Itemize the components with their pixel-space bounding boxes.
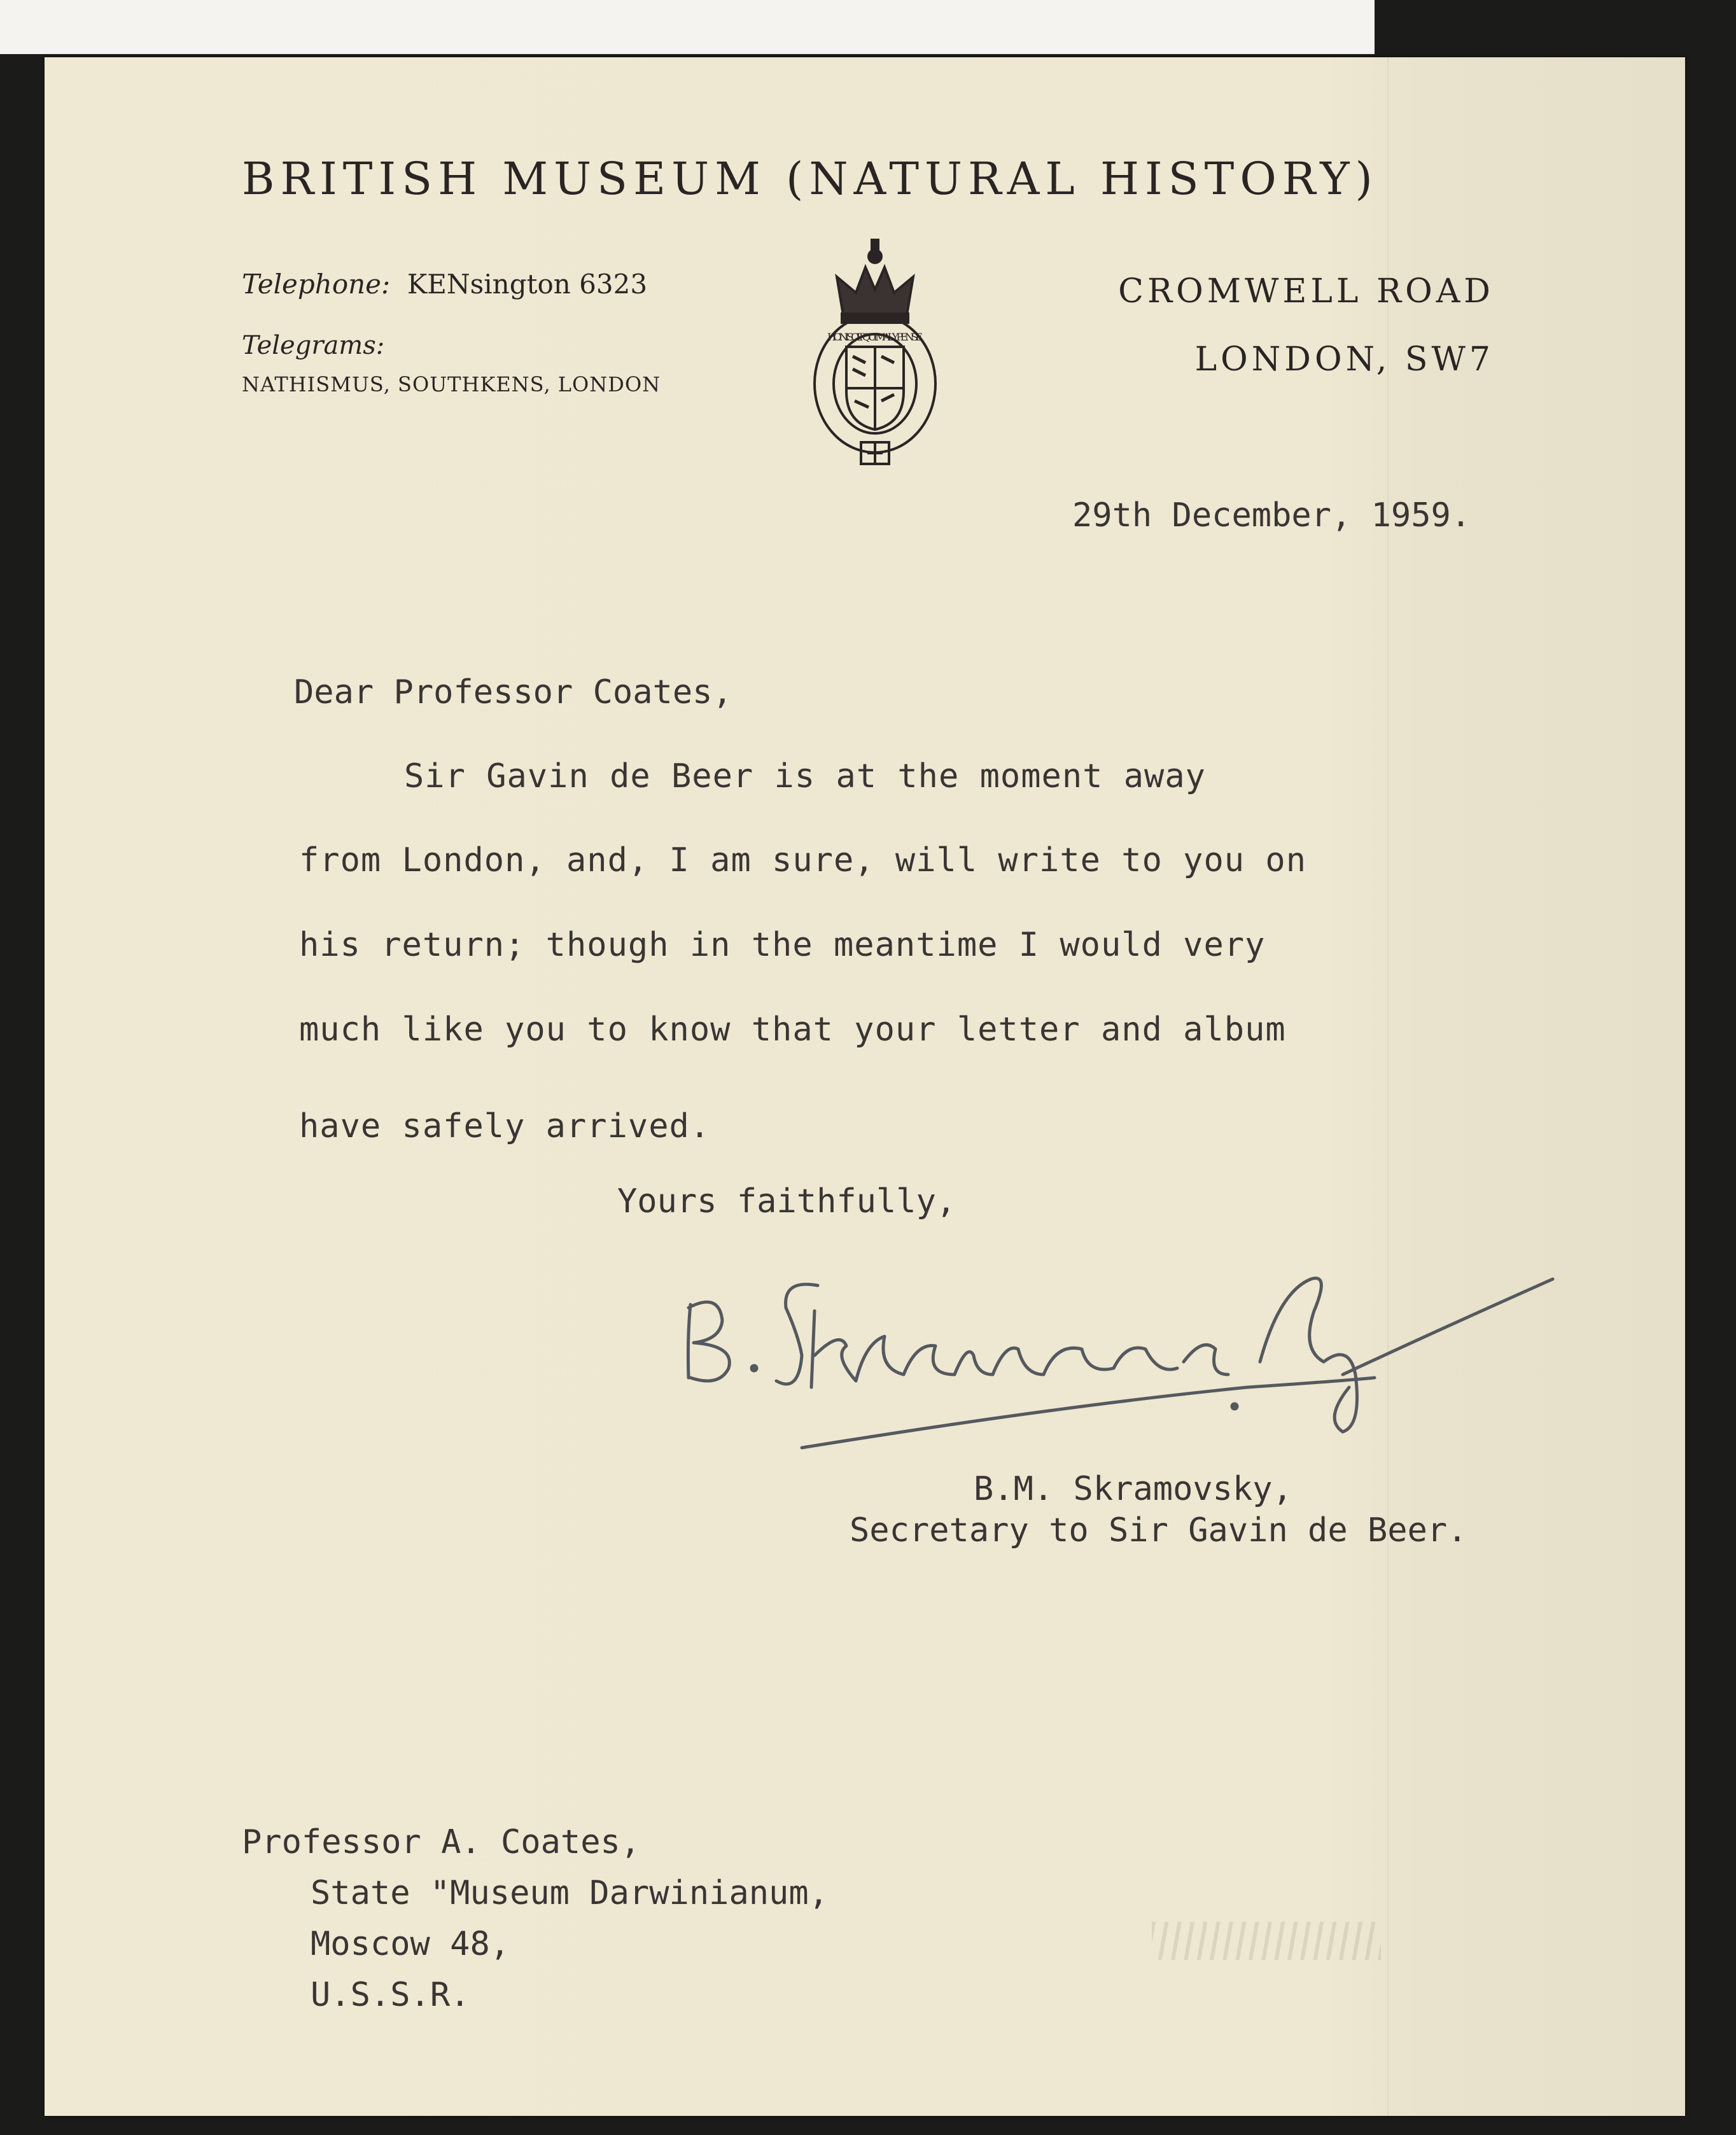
signer-title: Secretary to Sir Gavin de Beer.: [850, 1511, 1467, 1550]
backing-sheet: [0, 0, 1375, 54]
telegrams-value: NATHISMUS, SOUTHKENS, LONDON: [242, 372, 661, 396]
handwritten-signature: [675, 1184, 1565, 1489]
address-line-2: LONDON, SW7: [1194, 340, 1494, 379]
telephone-label: Telephone:: [242, 269, 391, 300]
telegrams-label: Telegrams:: [242, 331, 385, 360]
recipient-line-1: Professor A. Coates,: [242, 1823, 641, 1861]
institution-title: BRITISH MUSEUM (NATURAL HISTORY): [242, 153, 1378, 205]
closing: Yours faithfully,: [617, 1182, 956, 1221]
body-line-3: his return; though in the meantime I would very: [299, 926, 1266, 964]
faint-pencil-mark: [1152, 1922, 1381, 1960]
telephone-value: KENsington 6323: [407, 269, 648, 300]
signer-name: B.M. Skramovsky,: [974, 1470, 1292, 1508]
recipient-line-3: Moscow 48,: [311, 1925, 510, 1963]
telegrams-line: [242, 331, 384, 360]
telephone-line: [242, 269, 647, 300]
address-line-1: CROMWELL ROAD: [1118, 272, 1494, 311]
recipient-line-2: State "Museum Darwinianum,: [311, 1874, 829, 1912]
letter-date: 29th December, 1959.: [1072, 496, 1471, 535]
body-line-5: have safely arrived.: [299, 1107, 711, 1145]
body-line-2: from London, and, I am sure, will write to you on: [299, 841, 1307, 879]
body-line-1: Sir Gavin de Beer is at the moment away: [404, 757, 1206, 795]
body-line-4: much like you to know that your letter and album: [299, 1011, 1286, 1049]
salutation: Dear Professor Coates,: [294, 673, 732, 711]
crest-motto: HONI SOIT QUI MAL Y PENSE: [827, 331, 923, 343]
royal-crest-icon: [799, 239, 951, 468]
recipient-line-4: U.S.S.R.: [311, 1976, 470, 2014]
